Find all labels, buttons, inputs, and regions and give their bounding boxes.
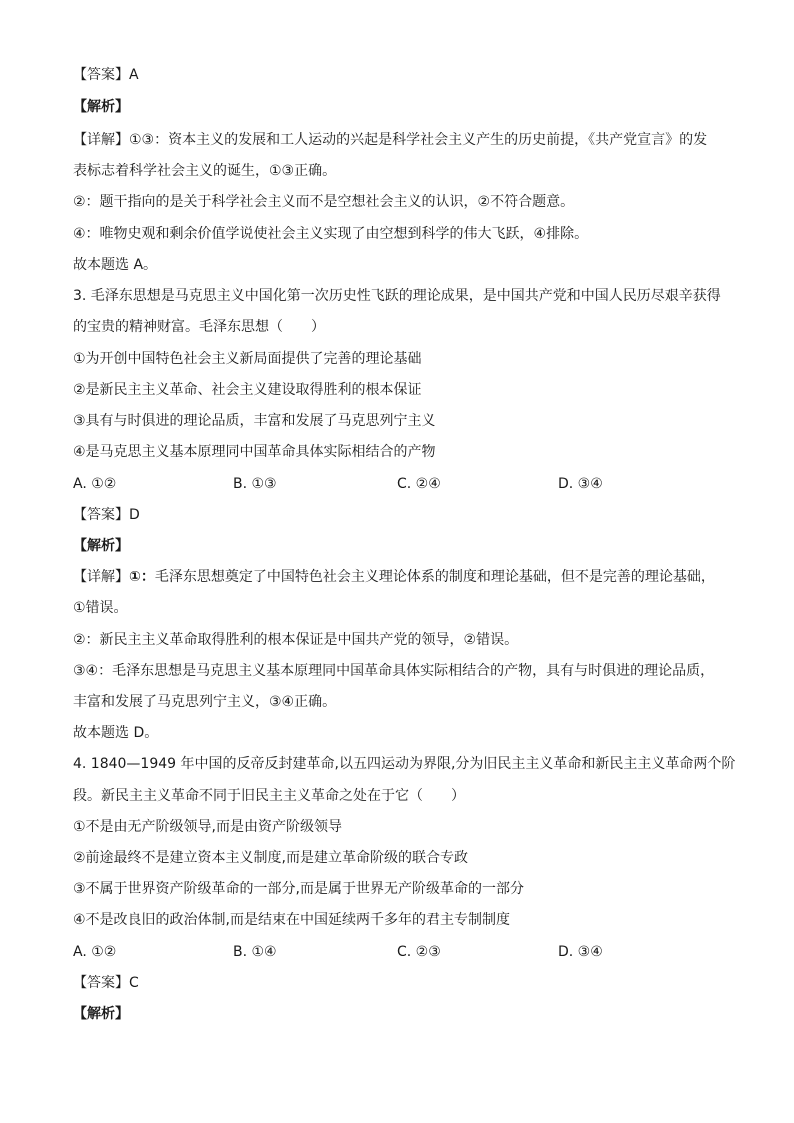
q4-item-4: ④不是改良旧的政治体制,而是结束在中国延续两千多年的君主专制制度 — [73, 912, 510, 928]
q2-detail-line-2: 表标志着科学社会主义的诞生，①③正确。 — [73, 163, 337, 179]
q3-option-c: C. ②④ — [397, 476, 441, 492]
q2-answer — [73, 66, 139, 84]
q3-item-3: ③具有与时俱进的理论品质，丰富和发展了马克思列宁主义 — [73, 413, 436, 429]
q3-analysis-label: 【解析】 — [73, 538, 129, 554]
q4-answer: 【答案】C — [73, 975, 139, 991]
q3-conclusion: 故本题选 D。 — [73, 725, 159, 741]
q3-stem-line-1: 3. 毛泽东思想是马克思主义中国化第一次历史性飞跃的理论成果，是中国共产党和中国人民历尽艰辛获得 — [73, 288, 721, 304]
q2-detail-line-3: ②：题干指向的是关于科学社会主义而不是空想社会主义的认识，②不符合题意。 — [73, 194, 575, 210]
q3-detail-prefix: 【详解】 — [73, 569, 129, 585]
q3-option-b: B. ①③ — [233, 476, 277, 492]
q2-answer-label: 【答案】A — [73, 67, 139, 83]
q2-analysis-label: 【解析】 — [73, 99, 129, 115]
q4-option-d: D. ③④ — [558, 944, 603, 960]
q4-item-3: ③不属于世界资产阶级革命的一部分,而是属于世界无产阶级革命的一部分 — [73, 881, 524, 897]
q3-detail-marker: ①： — [129, 569, 155, 585]
q3-item-1: ①为开创中国特色社会主义新局面提供了完善的理论基础 — [73, 351, 422, 367]
q2-detail-line-4: ④：唯物史观和剩余价值学说使社会主义实现了由空想到科学的伟大飞跃，④排除。 — [73, 226, 589, 242]
q4-option-a: A. ①② — [73, 944, 117, 960]
q2-detail-line-1: 【详解】①③：资本主义的发展和工人运动的兴起是科学社会主义产生的历史前提，《共产党宣言》的发 — [73, 132, 708, 148]
q4-analysis-label: 【解析】 — [73, 1006, 129, 1022]
q3-detail-line-1-text: 毛泽东思想奠定了中国特色社会主义理论体系的制度和理论基础，但不是完善的理论基础， — [154, 569, 715, 585]
q3-option-d: D. ③④ — [558, 476, 603, 492]
q4-item-1: ①不是由无产阶级领导,而是由资产阶级领导 — [73, 819, 342, 835]
q4-stem-line-1: 4. 1840—1949 年中国的反帝反封建革命,以五四运动为界限,分为旧民主主义革命和新民主主义革命两个阶 — [73, 756, 736, 772]
q4-item-2: ②前途最终不是建立资本主义制度,而是建立革命阶级的联合专政 — [73, 850, 468, 866]
q4-option-b: B. ①④ — [233, 944, 277, 960]
q3-option-a: A. ①② — [73, 476, 117, 492]
q3-detail-line-2: ①错误。 — [73, 600, 128, 616]
q3-item-2: ②是新民主主义革命、社会主义建设取得胜利的根本保证 — [73, 382, 422, 398]
q3-detail-line-4: ③④：毛泽东思想是马克思主义基本原理同中国革命具体实际相结合的产物，具有与时俱进的理论品质， — [73, 663, 715, 679]
q3-detail-line-5: 丰富和发展了马克思列宁主义，③④正确。 — [73, 694, 337, 710]
q3-detail-line-1 — [73, 568, 715, 586]
q4-stem-line-2: 段。新民主主义革命不同于旧民主主义革命之处在于它（ ） — [73, 788, 465, 804]
q2-conclusion: 故本题选 A。 — [73, 257, 158, 273]
q3-detail-line-3: ②：新民主主义革命取得胜利的根本保证是中国共产党的领导，②错误。 — [73, 632, 519, 648]
q3-item-4: ④是马克思主义基本原理同中国革命具体实际相结合的产物 — [73, 444, 436, 460]
q3-stem-line-2: 的宝贵的精神财富。毛泽东思想（ ） — [73, 319, 325, 335]
q3-answer: 【答案】D — [73, 507, 140, 523]
q4-option-c: C. ②③ — [397, 944, 441, 960]
